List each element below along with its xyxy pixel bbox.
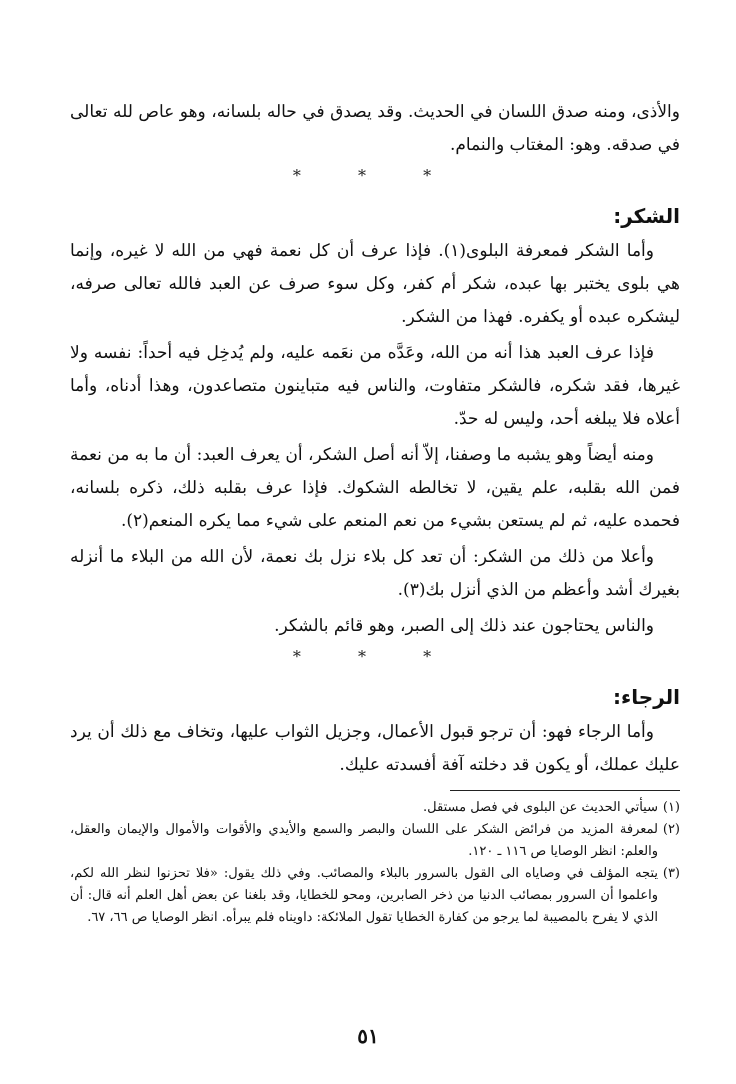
heading-raja: الرجاء: bbox=[613, 685, 680, 709]
footnote-number: (١) bbox=[662, 800, 680, 815]
section-divider-2: * * * bbox=[292, 647, 458, 666]
footnote-text: سيأتي الحديث عن البلوى في فصل مستقل. bbox=[423, 800, 658, 815]
paragraph-1: والأذى، ومنه صدق اللسان في الحديث. وقد يصدق في حاله بلسانه، وهو عاص لله تعالى في صدقه. وهو: المغتاب والنمام. bbox=[70, 102, 680, 155]
section-divider-1: * * * bbox=[292, 166, 458, 185]
footnote-text: لمعرفة المزيد من فرائض الشكر على اللسان والبصر والسمع والأيدي والأقوات والأموال والإيمان والعقل، والعلم: انظر الوصايا ص ١١٦ ـ ١٢٠. bbox=[70, 822, 658, 859]
footnote-number: (٢) bbox=[662, 822, 680, 837]
footnote-separator bbox=[450, 790, 680, 791]
paragraph-3: فإذا عرف العبد هذا أنه من الله، وعَدَّه من نعَمه عليه، ولم يُدخِل فيه أحداً: نفسه ولا غيرها، فقد شكره، فالشكر متفاوت، والناس فيه متباينون متصاعدون، وهذا أدناه، وأما أعلاه فلا يبلغه أحد، وليس له حدّ. bbox=[70, 343, 680, 429]
page-number: ٥١ bbox=[357, 1024, 379, 1048]
footnote-text: يتجه المؤلف في وصاياه الى القول بالسرور بالبلاء والمصائب. وفي ذلك يقول: «فلا تحزنوا لنظر الله لكم، واعلموا أن السرور بمصائب الدنيا من ذخر الصابرين، ومحو للخطايا، وقد بلغنا عن بعض أهل العلم أنه قال: أن الذي لا يفرح بالمصيبة لما يرجو من كفارة الخطايا تقول الملائكة: داويناه فلم يبرأه. انظر الوصايا ص ٦٦، ٦٧. bbox=[70, 866, 658, 925]
footnote-2 bbox=[70, 819, 680, 863]
page-body bbox=[70, 96, 680, 929]
paragraph-6: والناس يحتاجون عند ذلك إلى الصبر، وهو قائم بالشكر. bbox=[274, 616, 654, 636]
heading-shukr: الشكر: bbox=[613, 204, 680, 228]
paragraph-4: ومنه أيضاً وهو يشبه ما وصفنا، إلاّ أنه أصل الشكر، أن يعرف العبد: أن ما به من نعمة فمن الله بقلبه، علم يقين، لا تخالطه الشكوك. فإذا عرف بقلبه ذلك، ذكره بلسانه، فحمده عليه، ثم لم يستعن بشيء من نعم المنعم على شيء مما يكره المنعم(٢). bbox=[70, 445, 680, 531]
paragraph-5: وأعلا من ذلك من الشكر: أن تعد كل بلاء نزل بك نعمة، لأن الله من البلاء ما أنزله بغيرك أشد وأعظم من الذي أنزل بك(٣). bbox=[70, 547, 680, 600]
footnote-3 bbox=[70, 863, 680, 929]
paragraph-2: وأما الشكر فمعرفة البلوى(١). فإذا عرف أن كل نعمة فهي من الله لا غيره، وإنما هي بلوى يختبر بها عبده، شكر أم كفر، وكل سوء صرف عن العبد فالله تعالى صرفه، ليشكره عبده أو يكفره. فهذا من الشكر. bbox=[70, 241, 680, 327]
footnote-1 bbox=[70, 797, 680, 819]
paragraph-7: وأما الرجاء فهو: أن ترجو قبول الأعمال، وجزيل الثواب عليها، وتخاف مع ذلك أن يرد عليك عملك، أو يكون قد دخلته آفة أفسدته عليك. bbox=[70, 722, 680, 775]
footnote-number: (٣) bbox=[662, 866, 680, 881]
